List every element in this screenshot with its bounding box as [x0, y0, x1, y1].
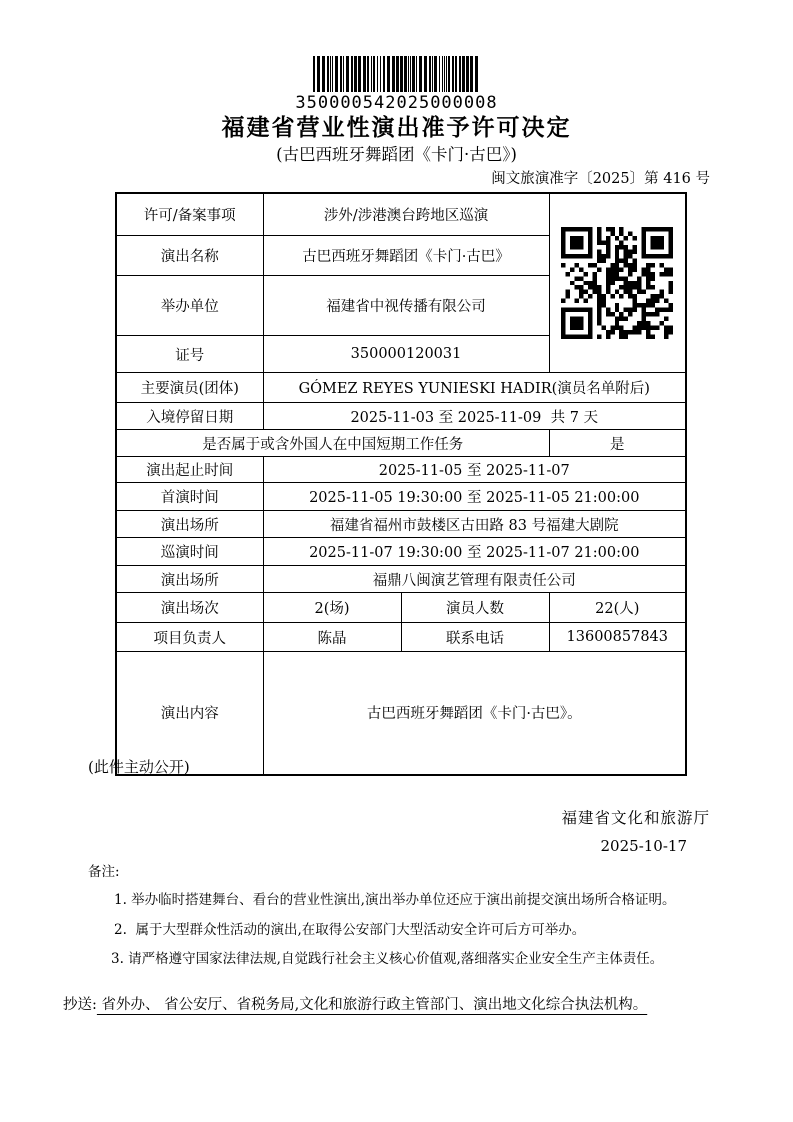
premiere-time-value: 2025-11-05 19:30:00 至 2025-11-05 21:00:00 — [263, 483, 686, 511]
table-row — [116, 652, 686, 775]
foreign-work-value: 是 — [549, 430, 686, 457]
table-row — [116, 483, 686, 511]
show-name-label: 演出名称 — [116, 236, 263, 275]
note-item: 1. 举办临时搭建舞台、看台的营业性演出,演出举办单位还应于演出前提交演出场所合格证明。 — [114, 892, 676, 908]
organizer-label: 举办单位 — [116, 275, 263, 336]
notes-label: 备注: — [88, 864, 120, 880]
issue-date: 2025-10-17 — [600, 837, 687, 855]
tour-time-label: 巡演时间 — [116, 538, 263, 566]
table-row — [116, 403, 686, 430]
permit-item-value: 涉外/涉港澳台跨地区巡演 — [263, 193, 549, 236]
document-subtitle: (古巴西班牙舞蹈团《卡门·古巴》) — [276, 145, 517, 164]
table-row — [116, 193, 686, 236]
venue-2-value: 福鼎八闽演艺管理有限责任公司 — [263, 566, 686, 593]
table-row — [116, 538, 686, 566]
project-leader-value: 陈晶 — [263, 623, 401, 652]
entry-stay-label: 入境停留日期 — [116, 403, 263, 430]
cert-no-value: 350000120031 — [263, 336, 549, 373]
qr-code-icon — [561, 227, 673, 339]
sessions-label: 演出场次 — [116, 593, 263, 623]
document-title: 福建省营业性演出准予许可决定 — [221, 114, 572, 141]
issuing-authority: 福建省文化和旅游厅 — [561, 809, 710, 827]
cc-line — [63, 991, 717, 1020]
cc-recipients: 省外办、 省公安厅、省税务局,文化和旅游行政主管部门、演出地文化综合执法机构。 — [96, 997, 648, 1013]
main-performer-label: 主要演员(团体) — [116, 373, 263, 403]
barcode — [0, 56, 793, 113]
note-item: 2. 属于大型群众性活动的演出,在取得公安部门大型活动安全许可后方可举办。 — [114, 922, 586, 938]
show-period-label: 演出起止时间 — [116, 457, 263, 483]
cert-no-label: 证号 — [116, 336, 263, 373]
contact-phone-value: 13600857843 — [549, 623, 686, 652]
show-content-value: 古巴西班牙舞蹈团《卡门·古巴》。 — [263, 652, 686, 775]
contact-phone-label: 联系电话 — [401, 623, 549, 652]
table-row — [116, 623, 686, 652]
barcode-bars-icon — [297, 56, 497, 92]
table-row — [116, 566, 686, 593]
table-row — [116, 430, 686, 457]
permit-item-label: 许可/备案事项 — [116, 193, 263, 236]
performer-count-label: 演员人数 — [401, 593, 549, 623]
permit-details-table — [115, 192, 687, 776]
barcode-number: 350000542025000008 — [295, 93, 498, 113]
show-period-value: 2025-11-05 至 2025-11-07 — [263, 457, 686, 483]
premiere-time-label: 首演时间 — [116, 483, 263, 511]
foreign-work-label: 是否属于或含外国人在中国短期工作任务 — [116, 430, 549, 457]
show-content-label: 演出内容 — [116, 652, 263, 775]
qr-cell — [549, 193, 686, 373]
table-row — [116, 457, 686, 483]
cc-label: 抄送: — [63, 997, 97, 1013]
sessions-value: 2(场) — [263, 593, 401, 623]
table-row — [116, 511, 686, 538]
table-row — [116, 373, 686, 403]
note-item: 3. 请严格遵守国家法律法规,自觉践行社会主义核心价值观,落细落实企业安全生产主体责任。 — [111, 951, 664, 967]
disclosure-note: (此件主动公开) — [88, 758, 190, 776]
venue-1-label: 演出场所 — [116, 511, 263, 538]
tour-time-value: 2025-11-07 19:30:00 至 2025-11-07 21:00:00 — [263, 538, 686, 566]
venue-1-value: 福建省福州市鼓楼区古田路 83 号福建大剧院 — [263, 511, 686, 538]
document-number: 闽文旅演准字〔2025〕第 416 号 — [491, 171, 710, 187]
main-performer-value: GÓMEZ REYES YUNIESKI HADIR(演员名单附后) — [263, 373, 686, 403]
table-row — [116, 593, 686, 623]
entry-stay-value: 2025-11-03 至 2025-11-09 共 7 天 — [263, 403, 686, 430]
project-leader-label: 项目负责人 — [116, 623, 263, 652]
organizer-value: 福建省中视传播有限公司 — [263, 275, 549, 336]
show-name-value: 古巴西班牙舞蹈团《卡门·古巴》 — [263, 236, 549, 275]
venue-2-label: 演出场所 — [116, 566, 263, 593]
performer-count-value: 22(人) — [549, 593, 686, 623]
